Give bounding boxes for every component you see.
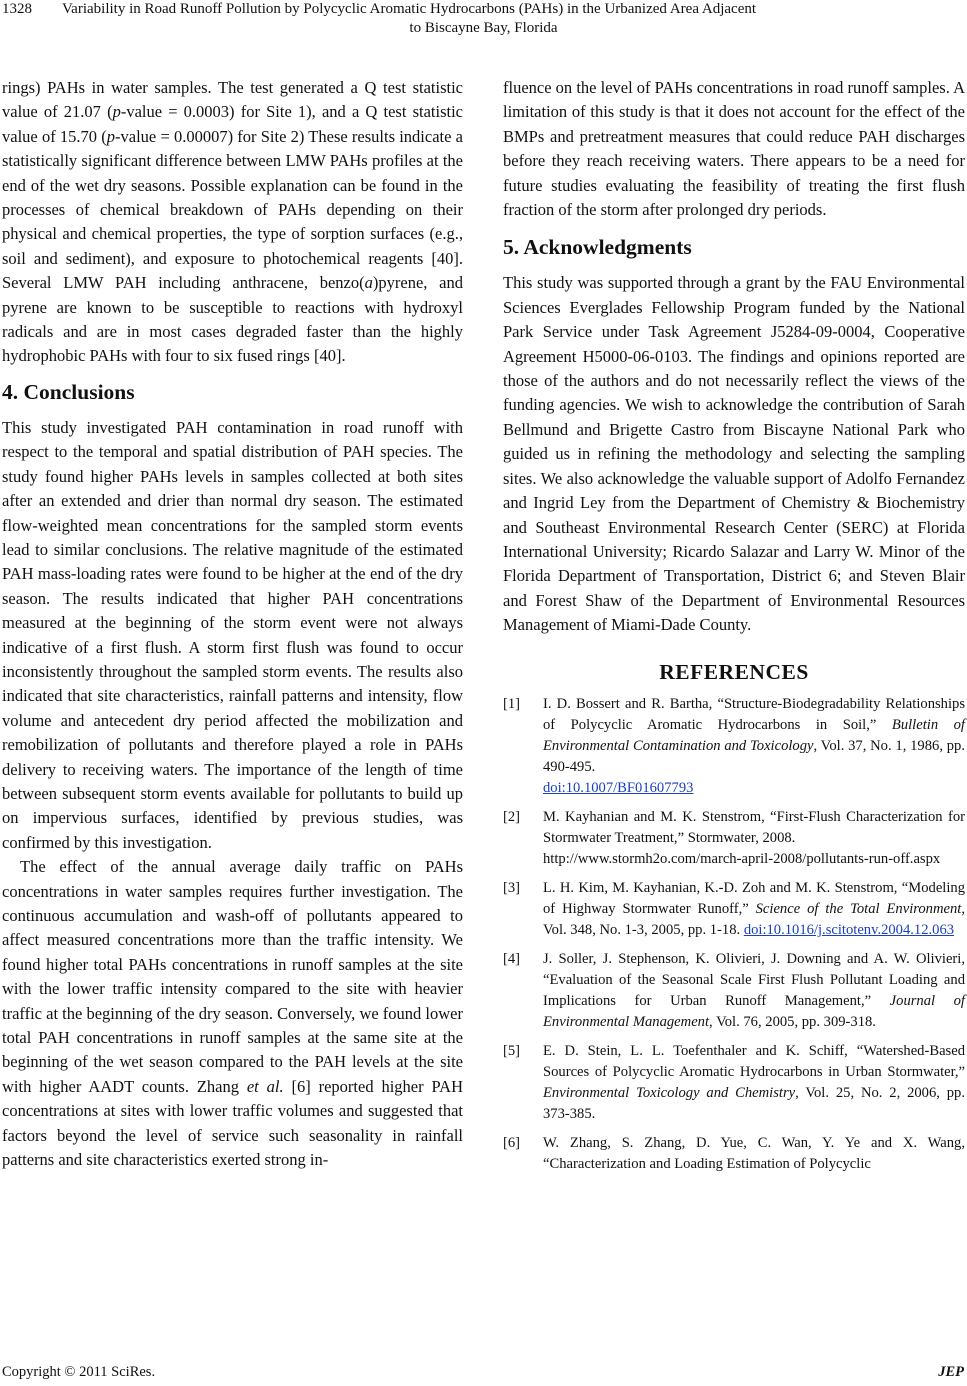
- body-paragraph: fluence on the level of PAHs concentrations in road runoff samples. A limitation of this study is that it does not account for the effect of the BMPs and pretreatment measures that could reduce PAH discharges before they reach receiving waters. There appears to be a need for future studies evaluating the feasibility of treating the first flush fraction of the storm after prolonged dry periods.: [503, 78, 965, 220]
- doi-link[interactable]: doi:10.1016/j.scitotenv.2004.12.063: [743, 921, 955, 938]
- reference-item: [503, 1041, 965, 1125]
- reference-journal: Bulletin of Environmental Contamination and Toxicology: [543, 716, 965, 754]
- text-run: -value = 0.0003) for Site 1), and a Q test statistic value of 15.70 (: [2, 102, 463, 146]
- reference-number: [4]: [503, 950, 521, 967]
- reference-number: [3]: [503, 879, 521, 896]
- reference-text: I. D. Bossert and R. Bartha, “Structure-Biodegradability Relationships of Polycyclic Aromatic Hydrocarbons in Soil,”: [543, 695, 965, 733]
- references-heading: REFERENCES: [659, 659, 809, 684]
- text-run: )pyrene, and pyrene are known to be susceptible to reactions with hydroxyl radicals and are in most cases degraded faster than the highly hydrophobic PAHs with four to six fused rings [40].: [2, 273, 463, 366]
- journal-abbreviation: JEP: [938, 1364, 964, 1380]
- text-run: rings) PAHs in water samples. The test generated a Q test statistic value of 21.07 (: [2, 78, 463, 122]
- running-title-line2: to Biscayne Bay, Florida: [409, 20, 558, 36]
- reference-text: , Vol. 37, No. 1, 1986, pp. 490-495.: [543, 737, 966, 775]
- body-paragraph: This study investigated PAH contamination in road runoff with respect to the temporal and spatial distribution of PAH species. The study found higher PAHs levels in samples collected at both sites after an extended and drier than normal dry season. The estimated flow-weighted mean concentrations for the sampled storm events lead to similar conclusions. The relative magnitude of the estimated PAH mass-loading rates were found to be higher at the end of the dry season. The results indicated that higher PAH concentrations measured at the beginning of the storm event were not always indicative of a first flush. A storm first flush was found to occur inconsistently throughout the sampled storm events. The results also indicated that site characteristics, rainfall patterns and intensity, flow volume and antecedent dry period affected the mobilization and remobilization of pollutants and therefore played a role in PAHs delivery to receiving waters. The importance of the length of time between subsequent storm events available for pollutants to build up on impervious surfaces, identified by previous studies, was confirmed by this investigation.: [2, 417, 463, 852]
- reference-item: [503, 878, 965, 941]
- reference-text: J. Soller, J. Stephenson, K. Olivieri, J. Downing and A. W. Olivieri, “Evaluation of the Seasonal Scale First Flush Pollutant Loading and Implications for Urban Runoff Management,”: [543, 950, 965, 1009]
- reference-journal: Journal of Environmental Management: [543, 992, 965, 1030]
- copyright-notice: Copyright © 2011 SciRes.: [2, 1364, 156, 1380]
- reference-journal: Science of the Total Environment: [755, 900, 962, 917]
- reference-text: , Vol. 348, No. 1-3, 2005, pp. 1-18.: [543, 900, 966, 938]
- doi-link[interactable]: doi:10.1007/BF01607793: [543, 779, 694, 796]
- right-column: [503, 76, 965, 1183]
- body-paragraph: This study was supported through a grant by the FAU Environmental Sciences Everglades Fellowship Program funded by the National Park Service under Task Agreement J5284-09-0004, Cooperative Agreement H5000-06-0103. The findings and opinions reported are those of the authors and do not necessarily reflect the views of the funding agencies. We wish to acknowledge the contribution of Sarah Bellmund and Brigette Castro from Biscayne National Park who guided us in refining the methodology and selecting the sampling sites. We also acknowledge the valuable support of Adolfo Fernandez and Ingrid Ley from the Department of Chemistry & Biochemistry and Southeast Environmental Research Center (SERC) at Florida International University; Ricardo Salazar and Larry W. Minor of the Florida Department of Transportation, District 6; and Steven Blair and Forest Shaw of the Department of Environmental Resources Management of Miami-Dade County.: [503, 273, 965, 635]
- reference-number: [6]: [503, 1134, 521, 1151]
- text-run-italic: p: [112, 102, 121, 122]
- reference-text: , Vol. 25, No. 2, 2006, pp. 373-385.: [543, 1084, 965, 1122]
- page-number: 1328: [2, 1, 32, 17]
- reference-url[interactable]: http://www.stormh2o.com/march-april-2008/pollutants-run-off.aspx: [543, 850, 941, 867]
- body-paragraph: [2, 76, 463, 369]
- reference-text: W. Zhang, S. Zhang, D. Yue, C. Wan, Y. Ye and X. Wang, “Characterization and Loading Estimation of Polycyclic: [543, 1134, 965, 1172]
- reference-item: [503, 949, 965, 1033]
- section-heading-acknowledgments: 5. Acknowledgments: [503, 235, 692, 260]
- reference-item: [503, 1133, 965, 1175]
- text-run: -value = 0.00007) for Site 2) These results indicate a statistically significant difference between LMW PAHs profiles at the end of the wet dry seasons. Possible explanation can be found in the processes of chemical breakdown of PAHs depending on their physical and chemical properties, the type of sorption surfaces (e.g., soil and sediment), and exposure to photochemical reagents [40]. Several LMW PAH including anthracene, benzo(: [2, 126, 463, 293]
- reference-text: E. D. Stein, L. L. Toefenthaler and K. Schiff, “Watershed-Based Sources of Polycyclic Aromatic Hydrocarbons in Urban Stormwater,”: [543, 1042, 965, 1080]
- reference-item: [503, 807, 965, 870]
- text-run-italic: p: [106, 126, 115, 146]
- reference-text: , Vol. 76, 2005, pp. 309-318.: [709, 1013, 876, 1030]
- section-heading-conclusions: 4. Conclusions: [2, 379, 135, 404]
- reference-journal: Environmental Toxicology and Chemistry: [543, 1084, 796, 1101]
- reference-item: [503, 694, 965, 799]
- body-paragraph: [2, 855, 463, 1172]
- reference-number: [2]: [503, 808, 521, 825]
- left-column: [2, 76, 463, 1172]
- reference-text: M. Kayhanian and M. K. Stenstrom, “First-Flush Characterization for Stormwater Treatment,” Stormwater, 2008.: [543, 808, 965, 846]
- reference-text: L. H. Kim, M. Kayhanian, K.-D. Zoh and M. K. Stenstrom, “Modeling of Highway Stormwater Runoff,”: [543, 879, 965, 917]
- running-title-line1: Variability in Road Runoff Pollution by Polycyclic Aromatic Hydrocarbons (PAHs) in the Urbanized Area Adjacent: [62, 1, 757, 17]
- text-run: [6] reported higher PAH concentrations at sites with lower traffic volumes and suggested that factors beyond the level of service such seasonality in rainfall patterns and site characteristics exerted strong in-: [2, 1076, 463, 1170]
- reference-number: [5]: [503, 1042, 521, 1059]
- reference-number: [1]: [503, 695, 521, 712]
- text-run-italic: et al.: [246, 1076, 284, 1096]
- text-run-italic: a: [364, 273, 373, 293]
- text-run: The effect of the annual average daily traffic on PAHs concentrations in water samples requires further investigation. The continuous accumulation and wash-off of pollutants appeared to affect measured concentrations more than the traffic intensity. We found higher total PAHs concentrations in runoff samples at the site with the lower traffic intensity compared to the site with heavier traffic at the beginning of the dry season. Conversely, we found lower total PAH concentrations in runoff samples at the same site at the beginning of the wet season compared to the PAH levels at the site with higher AADT counts. Zhang: [2, 857, 463, 1096]
